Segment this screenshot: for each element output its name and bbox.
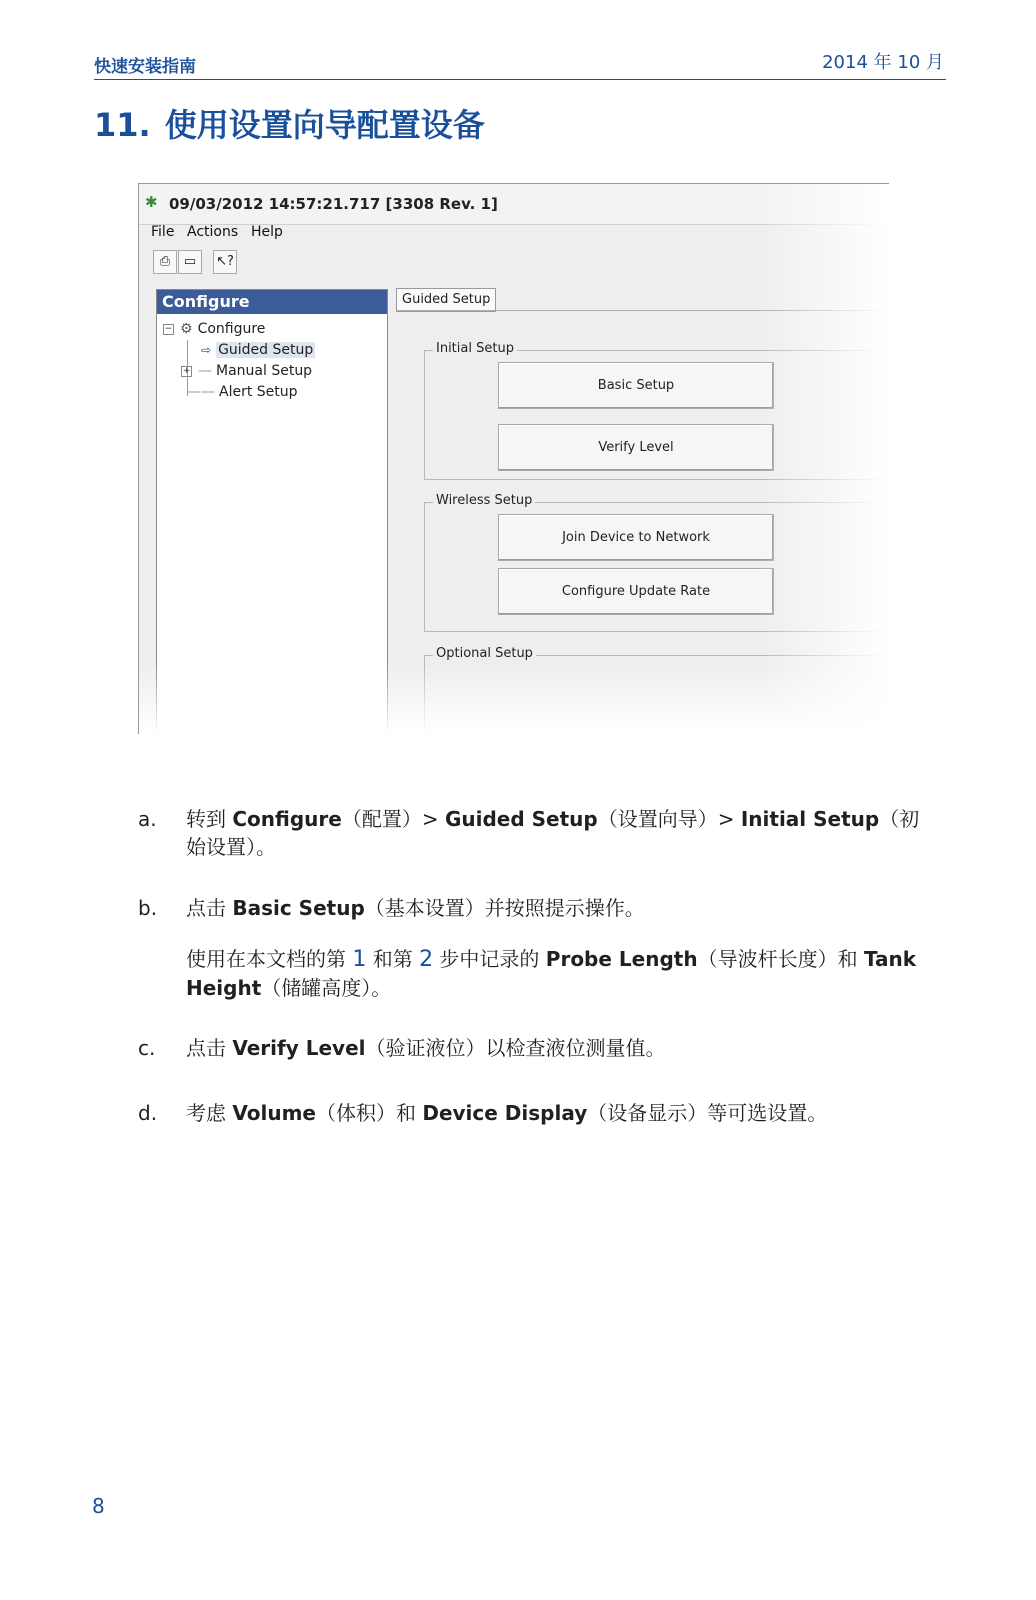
verify-level-button[interactable]: Verify Level	[498, 424, 774, 471]
tree-item-manual-setup-label: Manual Setup	[216, 363, 313, 379]
step-a-text	[186, 805, 932, 861]
arrow-right-icon: ⇨	[201, 343, 212, 357]
text: （体积）和	[315, 1101, 423, 1125]
section-title	[94, 100, 485, 146]
step-b-text	[186, 894, 932, 922]
menu-file[interactable]: File	[151, 224, 175, 240]
tree-item-guided-setup[interactable]	[201, 342, 315, 358]
print-preview-icon[interactable]: ▭	[178, 250, 202, 274]
text: 转到	[186, 807, 233, 831]
header-guide-title: 快速安装指南	[94, 57, 196, 77]
text: （导波杆长度）和	[697, 947, 864, 971]
step-ref-1: 1	[352, 947, 367, 972]
term-device-display: Device Display	[422, 1101, 588, 1125]
context-help-icon[interactable]: ↖?	[213, 250, 237, 274]
term-configure: Configure	[232, 807, 342, 831]
group-wireless-setup-label: Wireless Setup	[433, 493, 535, 508]
text: （初始设置）。	[186, 807, 920, 859]
step-c-letter: c.	[138, 1036, 156, 1060]
tree-item-alert-setup-label: Alert Setup	[219, 384, 298, 400]
step-c-text	[186, 1034, 932, 1062]
basic-setup-button[interactable]: Basic Setup	[498, 362, 774, 409]
menu-actions[interactable]: Actions	[187, 224, 239, 240]
term-verify-level: Verify Level	[232, 1036, 366, 1060]
tree-item-configure-label: Configure	[197, 321, 266, 337]
text: （配置）>	[341, 807, 445, 831]
step-d	[138, 1099, 932, 1127]
collapse-toggle[interactable]: −	[164, 323, 173, 334]
term-probe-length: Probe Length	[545, 947, 698, 971]
term-guided-setup: Guided Setup	[444, 807, 598, 831]
text: 考虑	[186, 1101, 233, 1125]
tree-item-configure[interactable]	[163, 321, 265, 337]
software-screenshot	[138, 183, 889, 734]
step-c	[138, 1034, 932, 1062]
expand-toggle[interactable]: +	[182, 365, 191, 376]
text: 点击	[186, 896, 233, 920]
text: （验证液位）以检查液位测量值。	[365, 1036, 666, 1060]
tree-panel-header: Configure	[157, 290, 387, 314]
menu-help[interactable]: Help	[251, 224, 283, 240]
page-number: 8	[92, 1494, 105, 1518]
text: 步中记录的	[433, 947, 546, 971]
text: （设置向导）>	[597, 807, 741, 831]
text: （基本设置）并按照提示操作。	[364, 896, 645, 920]
term-volume: Volume	[232, 1101, 316, 1125]
step-b	[138, 894, 932, 922]
term-initial-setup: Initial Setup	[740, 807, 880, 831]
step-b-letter: b.	[138, 896, 158, 920]
text: （储罐高度）。	[261, 976, 392, 1000]
join-device-button[interactable]: Join Device to Network	[498, 514, 774, 561]
step-a-letter: a.	[138, 807, 157, 831]
term-basic-setup: Basic Setup	[232, 896, 365, 920]
menu-bar	[139, 224, 889, 248]
configure-tree-panel	[156, 289, 388, 734]
step-b-note	[138, 945, 932, 1002]
group-optional-setup	[424, 646, 889, 734]
group-optional-setup-label: Optional Setup	[433, 646, 536, 661]
window-title: 09/03/2012 14:57:21.717 [3308 Rev. 1]	[169, 195, 498, 213]
section-heading: 使用设置向导配置设备	[164, 106, 485, 144]
step-d-letter: d.	[138, 1101, 158, 1125]
group-initial-setup-label: Initial Setup	[433, 341, 517, 356]
gear-icon: ⚙	[180, 321, 193, 337]
section-number: 11.	[94, 106, 151, 144]
tree-item-alert-setup[interactable]: —— Alert Setup	[187, 384, 298, 400]
tab-guided-setup[interactable]: Guided Setup	[396, 288, 496, 312]
text: 和第	[366, 947, 420, 971]
header-rule	[94, 79, 946, 80]
tree-item-guided-setup-label: Guided Setup	[218, 342, 314, 358]
configure-update-rate-button[interactable]: Configure Update Rate	[498, 568, 774, 615]
term-tank-height: Tank Height	[186, 947, 917, 1000]
print-icon[interactable]: ⎙	[153, 250, 177, 274]
step-a	[138, 805, 932, 861]
header-date: 2014 年 10 月	[822, 52, 944, 73]
text: （设备显示）等可选设置。	[587, 1101, 828, 1125]
text: 点击	[186, 1036, 233, 1060]
window-titlebar	[139, 184, 889, 225]
step-ref-2: 2	[419, 947, 434, 972]
app-icon: ✱	[145, 193, 158, 211]
tree-item-manual-setup[interactable]: + — Manual Setup	[182, 363, 313, 379]
step-d-text	[186, 1099, 932, 1127]
text: 使用在本文档的第	[186, 947, 353, 971]
step-b-note-text	[186, 945, 932, 1002]
